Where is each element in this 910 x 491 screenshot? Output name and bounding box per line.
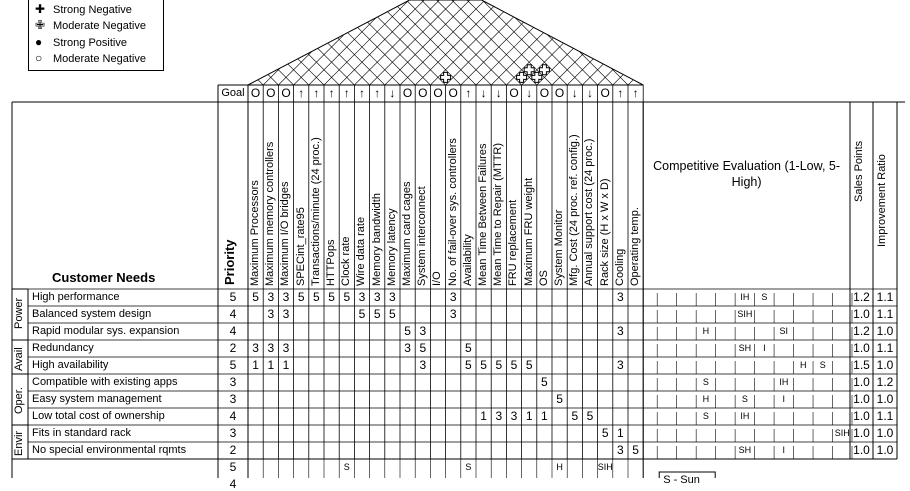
relationship-value: 5 bbox=[571, 408, 579, 423]
relationship-value: 3 bbox=[358, 289, 366, 304]
benchmark-key-text: S - Sun bbox=[663, 474, 700, 486]
benchmark-mark: H bbox=[556, 462, 563, 472]
relationship-value: 5 bbox=[358, 306, 366, 321]
competitor-mark: S bbox=[702, 411, 709, 421]
relationship-value: 5 bbox=[632, 442, 639, 457]
relationship-value: 5 bbox=[343, 289, 351, 304]
goal-symbol: ↑ bbox=[343, 86, 350, 100]
goal-symbol: ↑ bbox=[298, 86, 305, 100]
goal-symbol: ↑ bbox=[632, 86, 639, 100]
customer-need: Compatible with existing apps bbox=[32, 375, 178, 388]
relationship-value: 3 bbox=[282, 306, 290, 321]
customer-need: High availability bbox=[32, 358, 109, 371]
group-label: Envir bbox=[13, 430, 25, 456]
customer-need: No special environmental rqmts bbox=[32, 443, 187, 456]
goal-symbol: ↑ bbox=[374, 86, 381, 100]
competitor-mark: S bbox=[761, 292, 768, 302]
goal-symbol: ↑ bbox=[328, 86, 335, 100]
improvement-ratio-value: 1.0 bbox=[876, 357, 894, 372]
technical-requirement: Memory latency bbox=[385, 208, 398, 286]
relationship-value: 3 bbox=[419, 323, 427, 338]
improvement-ratio-value: 1.1 bbox=[876, 289, 894, 304]
sales-point-value: 1.0 bbox=[853, 340, 870, 355]
relationship-value: 5 bbox=[465, 357, 472, 372]
technical-requirement: Operating temp. bbox=[629, 207, 641, 286]
relationship-value: 1 bbox=[252, 357, 259, 372]
competitor-mark: S bbox=[819, 360, 826, 370]
technical-requirement: Annual support cost (24 proc.) bbox=[583, 138, 596, 286]
sales-points-header: Sales Points bbox=[853, 140, 865, 202]
competitor-mark: IH bbox=[779, 377, 789, 387]
relationship-value: 5 bbox=[404, 323, 411, 338]
relationship-value: 3 bbox=[617, 323, 624, 338]
sales-point-value: 1.0 bbox=[853, 408, 870, 423]
competitor-mark: H bbox=[800, 360, 807, 370]
sales-point-value: 1.0 bbox=[853, 425, 870, 440]
competitor-mark: SH bbox=[738, 343, 752, 353]
benchmark-mark: SIH bbox=[597, 462, 613, 472]
relationship-value: 3 bbox=[510, 408, 518, 423]
relationship-value: 1 bbox=[282, 357, 290, 372]
customer-need: Balanced system design bbox=[32, 307, 152, 320]
relationship-value: 5 bbox=[586, 408, 594, 423]
goal-symbol: ↑ bbox=[617, 86, 624, 100]
relationship-value: 5 bbox=[389, 306, 396, 321]
customer-needs-header: Customer Needs bbox=[52, 270, 156, 285]
goal-label: Goal bbox=[221, 86, 245, 99]
improvement-ratio-value: 1.0 bbox=[876, 442, 894, 457]
legend-label: Moderate Negative bbox=[53, 20, 146, 32]
priority-value: 4 bbox=[229, 476, 237, 491]
priority-value: 3 bbox=[229, 425, 237, 440]
group-label: Avail bbox=[13, 347, 25, 371]
technical-requirement: Mean Time Between Failures bbox=[477, 143, 489, 286]
technical-requirement: Transactions/minute (24 proc.) bbox=[309, 137, 322, 286]
goal-symbol: ↓ bbox=[389, 86, 396, 100]
technical-requirement: Mfg. Cost (24 proc. ref. config.) bbox=[568, 134, 581, 286]
goal-symbol: ↓ bbox=[571, 86, 578, 100]
customer-need: High performance bbox=[32, 290, 120, 303]
customer-need: Easy system management bbox=[32, 392, 162, 405]
technical-requirement: System interconnect bbox=[416, 186, 429, 286]
technical-requirement: FRU replacement bbox=[507, 199, 520, 286]
improvement-ratio-value: 1.0 bbox=[876, 323, 894, 338]
technical-requirement: SPECint_rate95 bbox=[294, 207, 307, 286]
relationship-value: 3 bbox=[373, 289, 381, 304]
priority-value: 2 bbox=[229, 340, 237, 355]
customer-need: Rapid modular sys. expansion bbox=[32, 324, 180, 337]
technical-requirement: No. of fail-over sys. controllers bbox=[446, 138, 459, 286]
competitor-mark: I bbox=[782, 394, 786, 404]
relationship-value: 3 bbox=[419, 357, 427, 372]
goal-symbol: O bbox=[600, 86, 610, 100]
improvement-ratio-value: 1.2 bbox=[876, 374, 894, 389]
technical-requirement: Rack size (H x W x D) bbox=[598, 178, 611, 286]
relationship-value: 3 bbox=[495, 408, 503, 423]
goal-symbol: ↓ bbox=[587, 86, 593, 100]
priority-value: 4 bbox=[229, 306, 237, 321]
technical-requirement: HTTPops bbox=[325, 239, 337, 286]
technical-requirement: Maximum I/O bridges bbox=[279, 181, 292, 286]
moderate-positive-icon: ○ bbox=[35, 51, 43, 65]
competitor-mark: SIH bbox=[834, 428, 850, 438]
relationship-value: 3 bbox=[617, 289, 624, 304]
relationship-value: 3 bbox=[617, 357, 624, 372]
technical-requirement: Maximum Processors bbox=[249, 180, 261, 286]
goal-symbol: ↑ bbox=[359, 86, 365, 100]
competitor-mark: IH bbox=[740, 411, 750, 421]
customer-need: Low total cost of ownership bbox=[32, 409, 165, 422]
sales-point-value: 1.0 bbox=[853, 374, 870, 389]
relationship-value: 5 bbox=[465, 340, 472, 355]
improvement-ratio-header: Improvement Ratio bbox=[876, 154, 888, 247]
priority-value: 3 bbox=[229, 374, 237, 389]
technical-requirement: Availability bbox=[461, 234, 474, 286]
sales-point-value: 1.5 bbox=[853, 357, 870, 372]
relationship-value: 5 bbox=[373, 306, 381, 321]
priority-value: 3 bbox=[229, 391, 237, 406]
improvement-ratio-value: 1.0 bbox=[876, 425, 894, 440]
competitor-mark: SIH bbox=[737, 309, 753, 319]
sales-point-value: 1.0 bbox=[853, 391, 870, 406]
strong-negative-icon: ✚ bbox=[35, 2, 46, 16]
priority-value: 5 bbox=[229, 357, 237, 372]
technical-requirement: Wire data rate bbox=[355, 216, 368, 286]
relationship-value: 1 bbox=[541, 408, 548, 423]
relationship-value: 3 bbox=[282, 340, 290, 355]
relationship-value: 3 bbox=[449, 306, 457, 321]
goal-symbol: O bbox=[448, 86, 458, 100]
relationship-value: 3 bbox=[389, 289, 396, 304]
technical-requirement: System Monitor bbox=[553, 209, 565, 286]
goal-symbol: ↓ bbox=[526, 86, 533, 100]
technical-requirement: Mean Time to Repair (MTTR) bbox=[492, 142, 505, 286]
relationship-value: 5 bbox=[495, 357, 503, 372]
goal-symbol: O bbox=[402, 86, 413, 100]
competitor-mark: IH bbox=[740, 292, 750, 302]
sales-point-value: 1.0 bbox=[853, 306, 870, 321]
competitor-mark: I bbox=[763, 343, 766, 353]
relationship-value: 1 bbox=[267, 357, 275, 372]
sales-point-value: 1.2 bbox=[853, 323, 870, 338]
relationship-value: 5 bbox=[556, 391, 563, 406]
sales-point-value: 1.2 bbox=[853, 289, 870, 304]
relationship-value: 3 bbox=[404, 340, 411, 355]
relationship-value: 5 bbox=[541, 374, 548, 389]
relationship-value: 3 bbox=[449, 289, 457, 304]
relationship-value: 5 bbox=[480, 357, 487, 372]
goal-symbol: O bbox=[266, 86, 276, 100]
relationship-value: 1 bbox=[525, 408, 533, 423]
goal-symbol: O bbox=[554, 86, 565, 100]
competitor-mark: S bbox=[741, 394, 748, 404]
relationship-value: 5 bbox=[313, 289, 320, 304]
competitor-mark: I bbox=[782, 445, 786, 455]
technical-requirement: Maximum card cages bbox=[401, 181, 413, 286]
priority-value: 4 bbox=[229, 323, 237, 338]
goal-symbol: ↓ bbox=[480, 86, 487, 100]
goal-symbol: ↑ bbox=[313, 86, 320, 100]
goal-symbol: O bbox=[250, 86, 261, 100]
priority-header: Priority bbox=[222, 239, 237, 285]
relationship-value: 3 bbox=[252, 340, 259, 355]
goal-symbol: O bbox=[433, 86, 443, 100]
relationship-value: 5 bbox=[525, 357, 533, 372]
competitor-mark: H bbox=[702, 326, 710, 336]
improvement-ratio-value: 1.1 bbox=[876, 306, 894, 321]
competitor-mark: S bbox=[702, 377, 709, 387]
priority-value: 4 bbox=[229, 408, 237, 423]
improvement-ratio-value: 1.1 bbox=[876, 340, 894, 355]
relationship-value: 5 bbox=[252, 289, 259, 304]
relationship-value: 1 bbox=[617, 425, 624, 440]
group-label: Oper. bbox=[13, 386, 25, 414]
priority-value: 5 bbox=[229, 459, 237, 474]
relationship-value: 3 bbox=[267, 340, 275, 355]
technical-requirement: I/O bbox=[431, 271, 444, 286]
legend-label: Strong Negative bbox=[53, 4, 132, 16]
goal-symbol: O bbox=[281, 86, 291, 100]
competitor-mark: H bbox=[702, 394, 710, 404]
competitor-mark: SH bbox=[738, 445, 752, 455]
technical-requirement: Maximum memory controllers bbox=[264, 141, 277, 286]
improvement-ratio-value: 1.1 bbox=[876, 408, 894, 423]
relationship-value: 3 bbox=[617, 442, 624, 457]
relationship-value: 5 bbox=[297, 289, 305, 304]
technical-requirement: Cooling bbox=[613, 248, 626, 286]
competitor-mark: SI bbox=[779, 326, 789, 336]
technical-requirement: Memory bandwidth bbox=[370, 193, 383, 286]
legend-label: Moderate Negative bbox=[53, 53, 146, 65]
goal-symbol: ↓ bbox=[495, 86, 502, 100]
relationship-value: 5 bbox=[419, 340, 427, 355]
moderate-negative-icon: ✙ bbox=[35, 18, 46, 32]
goal-symbol: O bbox=[509, 86, 519, 100]
benchmark-mark: S bbox=[343, 462, 350, 472]
sales-point-value: 1.0 bbox=[853, 442, 870, 457]
relationship-value: 3 bbox=[267, 289, 275, 304]
priority-value: 2 bbox=[229, 442, 237, 457]
relationship-value: 5 bbox=[601, 425, 609, 440]
goal-symbol: O bbox=[418, 86, 428, 100]
technical-requirement: Maximum FRU weight bbox=[522, 177, 535, 286]
benchmark-mark: S bbox=[465, 462, 472, 472]
customer-need: Redundancy bbox=[32, 341, 94, 354]
strong-positive-icon: ● bbox=[35, 35, 43, 49]
legend-label: Strong Positive bbox=[53, 37, 127, 49]
priority-value: 5 bbox=[229, 289, 237, 304]
relationship-value: 3 bbox=[282, 289, 290, 304]
goal-symbol: ↑ bbox=[465, 86, 472, 100]
relationship-value: 3 bbox=[267, 306, 275, 321]
group-label: Power bbox=[13, 297, 25, 329]
technical-requirement: OS bbox=[537, 270, 550, 286]
improvement-ratio-value: 1.0 bbox=[876, 391, 894, 406]
relationship-value: 5 bbox=[510, 357, 518, 372]
customer-need: Fits in standard rack bbox=[32, 426, 132, 439]
relationship-value: 1 bbox=[480, 408, 487, 423]
technical-requirement: Clock rate bbox=[340, 236, 353, 286]
competitive-evaluation-header: Competitive Evaluation (1-Low, 5-High) bbox=[653, 159, 841, 190]
relationship-value: 5 bbox=[328, 289, 335, 304]
goal-symbol: O bbox=[539, 86, 550, 100]
